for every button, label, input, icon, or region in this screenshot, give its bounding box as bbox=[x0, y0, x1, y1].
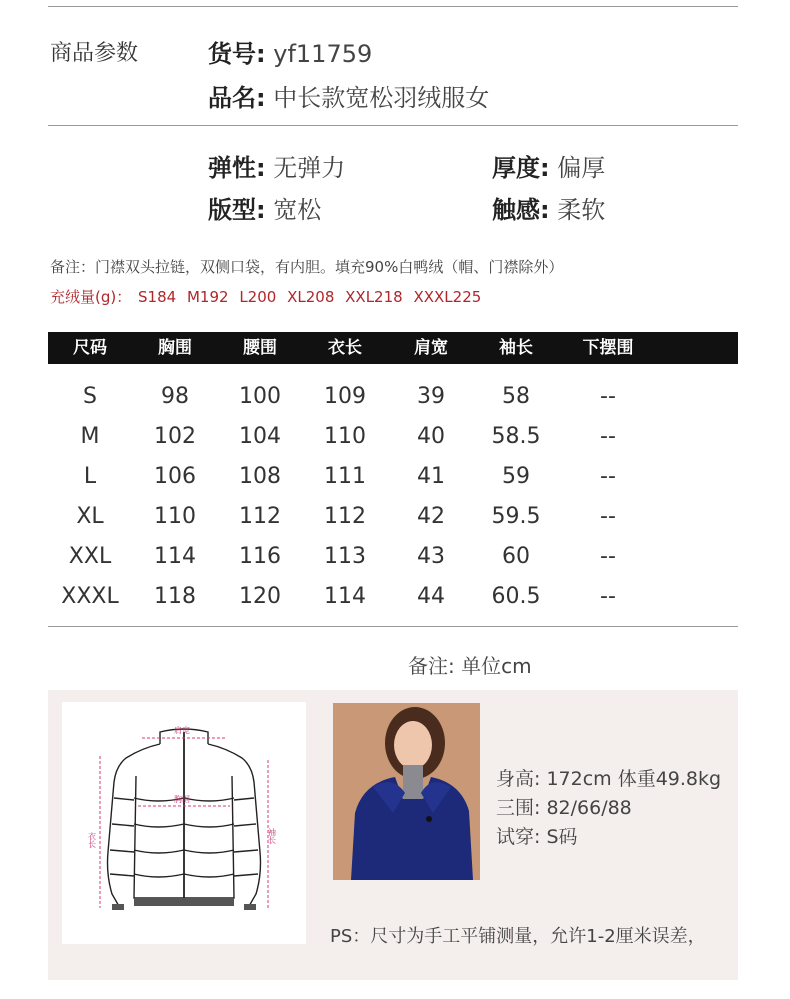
model-stats bbox=[496, 765, 721, 852]
header-sleeve: 袖长 bbox=[499, 338, 533, 358]
cell-length: 110 bbox=[324, 424, 366, 449]
fill-weight-value: S184 bbox=[138, 288, 177, 306]
cell-sleeve: 58.5 bbox=[491, 424, 541, 449]
cell-shoulder: 39 bbox=[417, 384, 445, 409]
fill-weight-note bbox=[50, 286, 487, 307]
ps-note: PS：尺寸为手工平铺测量，允许1-2厘米误差， bbox=[330, 926, 706, 947]
cell-sleeve: 59.5 bbox=[491, 504, 541, 529]
chest-label: 胸围 bbox=[174, 795, 190, 804]
cell-length: 112 bbox=[324, 504, 366, 529]
cell-size: XL bbox=[76, 504, 104, 529]
fill-weight-value: M192 bbox=[186, 288, 229, 306]
cell-length: 111 bbox=[324, 464, 366, 489]
cell-size: S bbox=[83, 384, 97, 409]
cell-size: M bbox=[80, 424, 100, 449]
attr-value: 柔软 bbox=[557, 196, 606, 224]
model-photo bbox=[333, 703, 480, 880]
attr-fit bbox=[208, 190, 321, 225]
cell-length: 109 bbox=[324, 384, 366, 409]
attr-value: 无弹力 bbox=[273, 154, 346, 182]
cell-shoulder: 40 bbox=[417, 424, 445, 449]
jacket-outline-drawing bbox=[62, 702, 306, 944]
table-row bbox=[48, 377, 738, 417]
model-measurements: 三围: 82/66/88 bbox=[496, 797, 632, 819]
product-name-key: 品名: bbox=[208, 84, 266, 112]
measurement-diagram bbox=[62, 702, 306, 944]
header-length: 衣长 bbox=[328, 338, 362, 358]
cell-chest: 110 bbox=[154, 504, 196, 529]
product-name-value: 中长款宽松羽绒服女 bbox=[273, 84, 490, 112]
table-row bbox=[48, 577, 738, 617]
cell-hem: -- bbox=[600, 464, 616, 489]
attr-elasticity bbox=[208, 148, 345, 183]
cell-chest: 114 bbox=[154, 544, 196, 569]
table-row bbox=[48, 457, 738, 497]
size-table-header bbox=[48, 332, 738, 364]
cell-hem: -- bbox=[600, 544, 616, 569]
header-shoulder: 肩宽 bbox=[414, 338, 448, 358]
sleeve-label: 袖长 bbox=[267, 828, 277, 844]
cell-waist: 120 bbox=[239, 584, 281, 609]
cell-size: L bbox=[83, 464, 97, 489]
model-height-weight: 身高: 172cm 体重49.8kg bbox=[496, 768, 722, 790]
item-number-value: yf11759 bbox=[273, 40, 373, 68]
fill-weight-value: XL208 bbox=[287, 288, 335, 306]
cell-chest: 98 bbox=[161, 384, 189, 409]
cell-hem: -- bbox=[600, 584, 616, 609]
length-label: 衣长 bbox=[87, 832, 97, 848]
cell-hem: -- bbox=[600, 384, 616, 409]
attr-feel bbox=[492, 190, 605, 225]
item-number-key: 货号: bbox=[208, 40, 266, 68]
fill-weight-value: XXL218 bbox=[345, 288, 403, 306]
header-divider bbox=[48, 125, 738, 126]
cell-shoulder: 42 bbox=[417, 504, 445, 529]
model-try-size: 试穿: S码 bbox=[496, 826, 578, 848]
cell-waist: 112 bbox=[239, 504, 281, 529]
attr-key: 弹性: bbox=[208, 154, 266, 182]
attr-key: 厚度: bbox=[492, 154, 550, 182]
product-name bbox=[208, 78, 489, 113]
attr-value: 宽松 bbox=[273, 196, 322, 224]
attr-key: 触感: bbox=[492, 196, 550, 224]
cell-hem: -- bbox=[600, 424, 616, 449]
cell-chest: 118 bbox=[154, 584, 196, 609]
table-row bbox=[48, 497, 738, 537]
shoulder-label: 肩宽 bbox=[174, 726, 190, 735]
table-divider bbox=[48, 626, 738, 627]
cell-shoulder: 44 bbox=[417, 584, 445, 609]
header-hem: 下摆围 bbox=[582, 338, 634, 358]
cell-length: 114 bbox=[324, 584, 366, 609]
cell-hem: -- bbox=[600, 504, 616, 529]
attr-value: 偏厚 bbox=[557, 154, 606, 182]
cell-waist: 100 bbox=[239, 384, 281, 409]
item-number bbox=[208, 34, 372, 69]
cell-length: 113 bbox=[324, 544, 366, 569]
cell-chest: 102 bbox=[154, 424, 196, 449]
remark-note: 备注：门襟双头拉链，双侧口袋，有内胆。填充90%白鸭绒（帽、门襟除外） bbox=[50, 258, 564, 276]
fill-weight-label: 充绒量(g)： bbox=[50, 288, 132, 306]
header-chest: 胸围 bbox=[158, 338, 192, 358]
cell-waist: 108 bbox=[239, 464, 281, 489]
cell-sleeve: 58 bbox=[502, 384, 530, 409]
fill-weight-value: XXXL225 bbox=[413, 288, 482, 306]
cell-waist: 116 bbox=[239, 544, 281, 569]
cell-waist: 104 bbox=[239, 424, 281, 449]
header-size: 尺码 bbox=[73, 338, 107, 358]
unit-note: 备注: 单位cm bbox=[408, 654, 532, 678]
cell-sleeve: 60 bbox=[502, 544, 530, 569]
cell-size: XXXL bbox=[61, 584, 119, 609]
cell-sleeve: 60.5 bbox=[491, 584, 541, 609]
table-row bbox=[48, 537, 738, 577]
table-row bbox=[48, 417, 738, 457]
cell-sleeve: 59 bbox=[502, 464, 530, 489]
cell-shoulder: 41 bbox=[417, 464, 445, 489]
cell-chest: 106 bbox=[154, 464, 196, 489]
section-label: 商品参数 bbox=[50, 41, 139, 66]
attr-thickness bbox=[492, 148, 605, 183]
cell-size: XXL bbox=[68, 544, 112, 569]
top-divider bbox=[48, 6, 738, 7]
cell-shoulder: 43 bbox=[417, 544, 445, 569]
header-waist: 腰围 bbox=[243, 338, 277, 358]
fill-weight-value: L200 bbox=[239, 288, 277, 306]
attr-key: 版型: bbox=[208, 196, 266, 224]
